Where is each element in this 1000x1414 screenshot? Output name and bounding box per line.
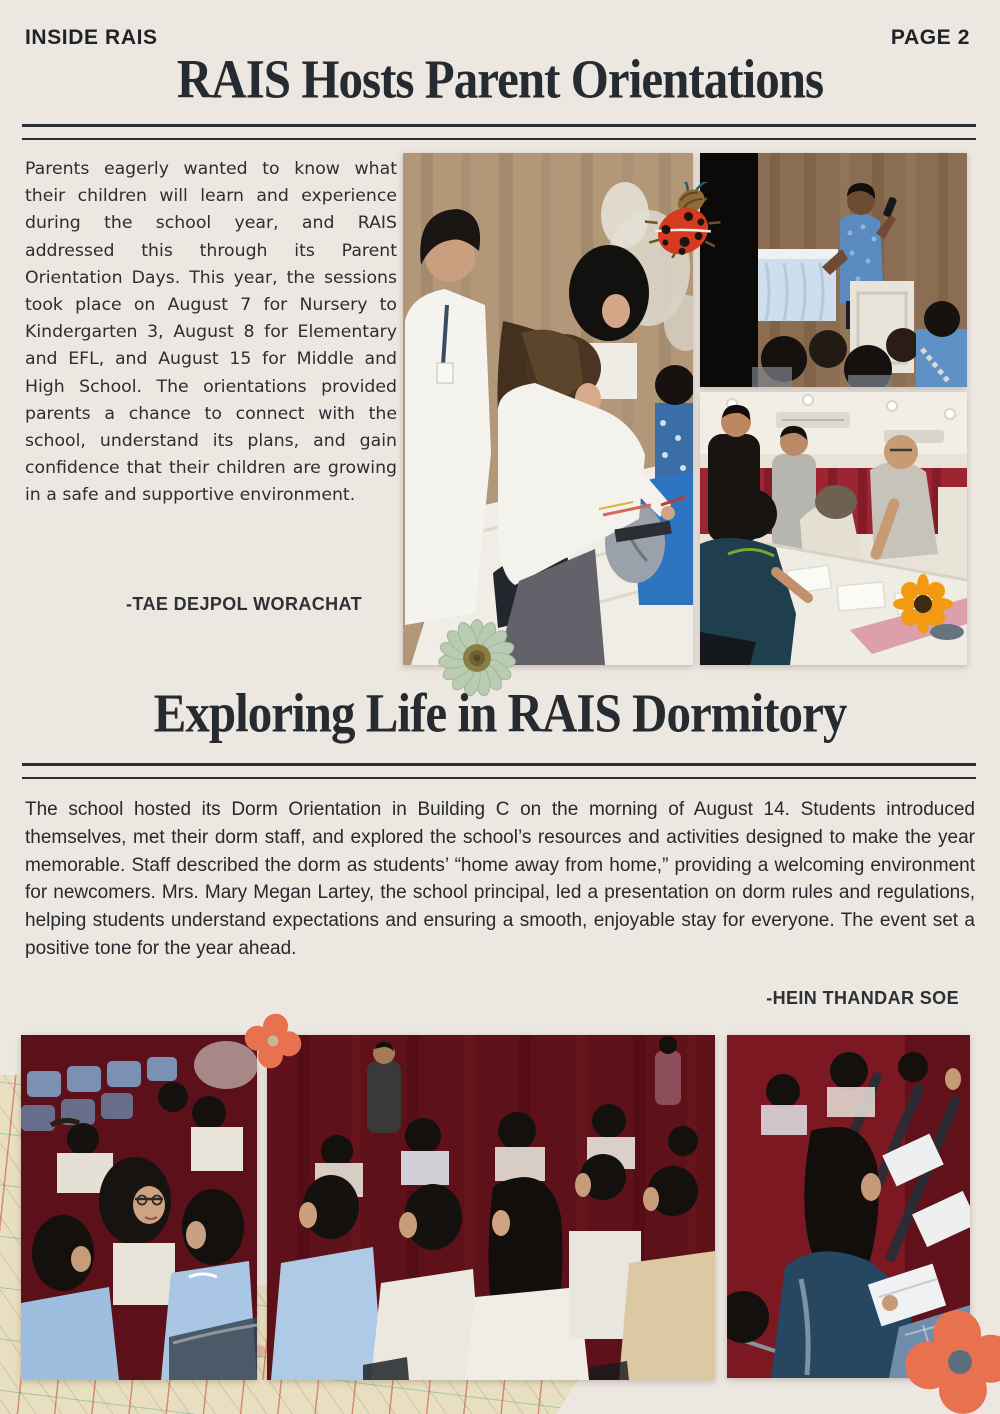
article2-byline: -HEIN THANDAR SOE — [766, 988, 959, 1008]
photo-students-center — [267, 1035, 715, 1380]
article2-headline: Exploring Life in RAIS Dormitory — [153, 682, 847, 744]
article1-headline: RAIS Hosts Parent Orientations — [176, 48, 824, 110]
masthead-title: INSIDE RAIS — [25, 26, 158, 49]
photo-speaker — [700, 153, 967, 387]
article1-byline: -TAE DEJPOL WORACHAT — [126, 594, 362, 614]
photo-students-left — [21, 1035, 257, 1380]
coral-flower-large-icon — [900, 1305, 1000, 1414]
divider-rule — [22, 763, 976, 766]
article2-body: The school hosted its Dorm Orientation in Building C on the morning of August 14. Students introduced themselves, met their dorm staff, and explored the school’s resources and activities designed to make the year memorable. Staff described the dorm as students’ “home away from home,” providing a welcoming environment for newcomers. Mrs. Mary Megan Lartey, the school principal, led a presentation on dorm rules and regulations, helping students understand expectations and ensuring a smooth, enjoyable stay for everyone. The event set a positive tone for the year ahead. — [25, 799, 975, 959]
ladybug-icon — [645, 182, 729, 258]
divider-rule — [22, 138, 976, 140]
divider-rule — [22, 777, 976, 779]
map-texture-background — [257, 1285, 267, 1380]
divider-rule — [22, 124, 976, 127]
article1-body: Parents eagerly wanted to know what their children will learn and experience during the school year, and RAIS addressed this through its Parent Orientation Days. This year, the sessions took place on August 7 for Nursery to Kindergarten 3, August 8 for Elementary and EFL, and August 15 for Middle and High School. The orientations provided parents a chance to connect with the school, understand its plans, and gain confidence that their children are growing in a safe and supportive environment. — [25, 159, 397, 506]
coral-flower-icon — [239, 1008, 308, 1074]
photo-form-signing — [700, 392, 967, 665]
page-number: PAGE 2 — [890, 26, 970, 49]
